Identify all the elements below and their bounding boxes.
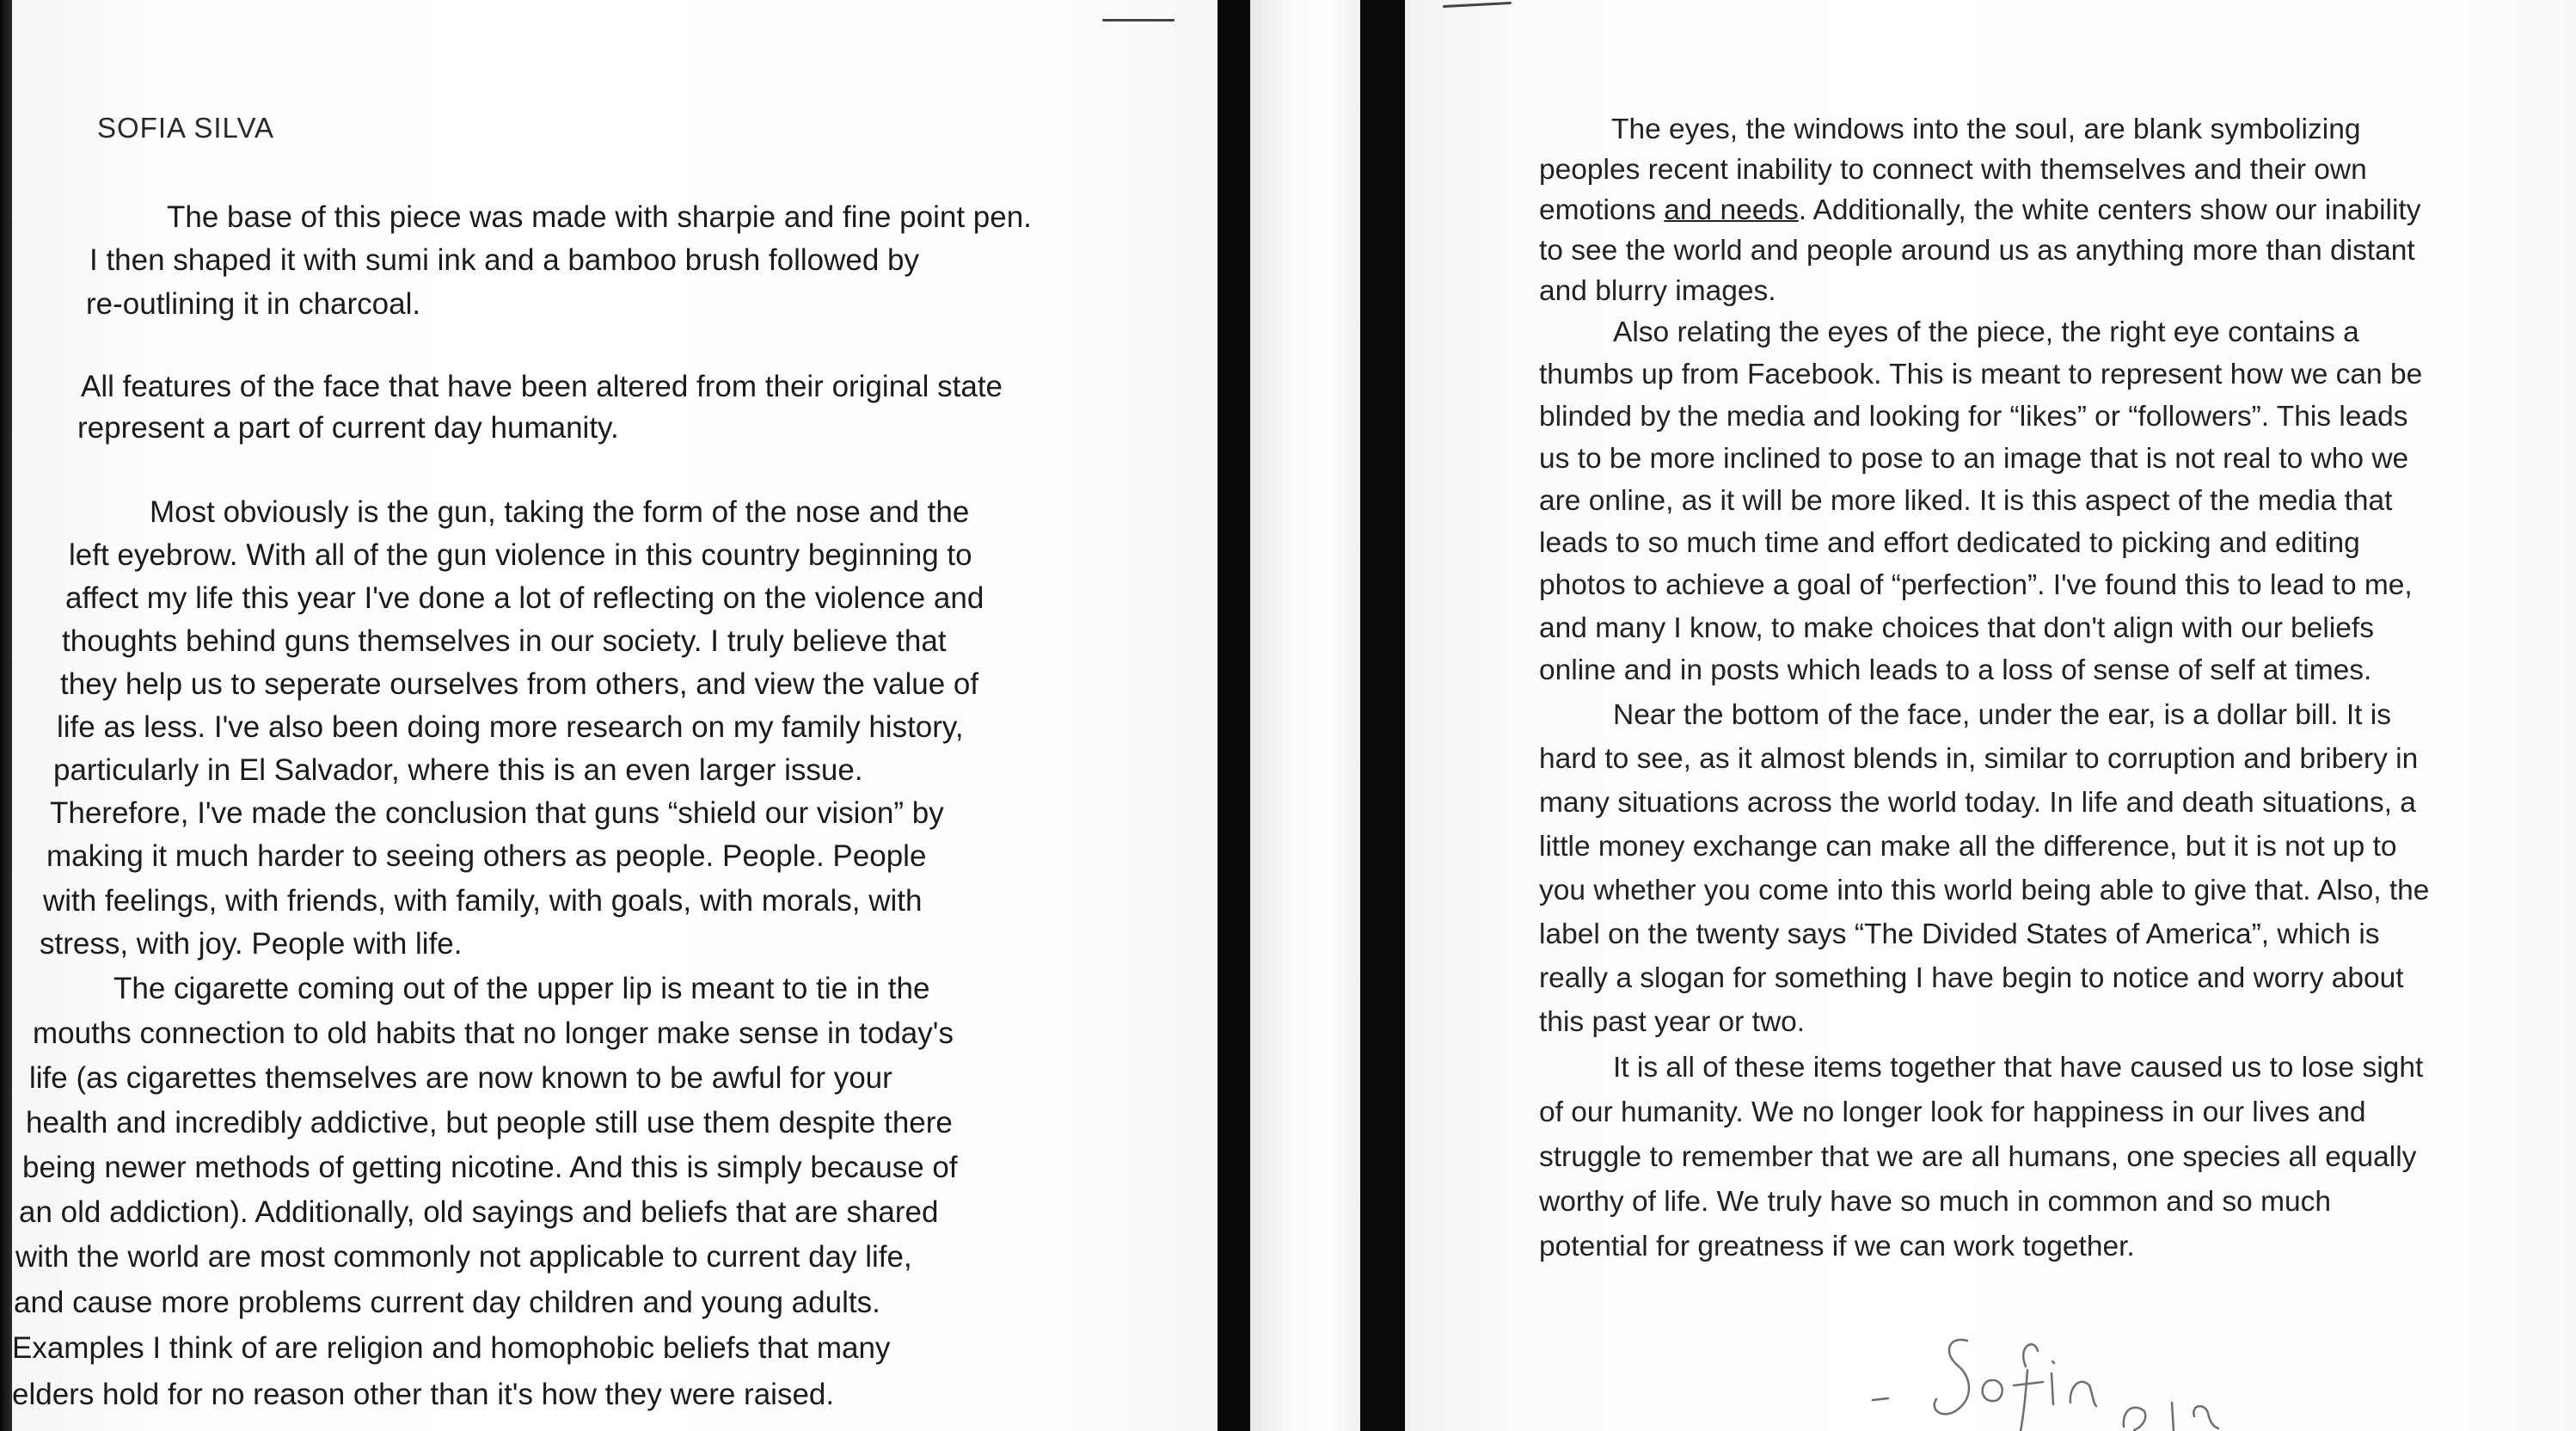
left-p4-line: The cigarette coming out of the upper lip is meant to tie in the	[113, 972, 930, 1005]
right-p1-line: and blurry images.	[1539, 275, 1776, 307]
right-p2-line: Also relating the eyes of the piece, the right eye contains a	[1613, 316, 2359, 348]
left-p4-line: Examples I think of are religion and homophobic beliefs that many	[12, 1331, 891, 1365]
right-p3-line: label on the twenty says “The Divided States of America”, which is	[1539, 918, 2380, 950]
right-p3-line: this past year or two.	[1539, 1006, 1806, 1038]
left-p3-line: Therefore, I've made the conclusion that guns “shield our vision” by	[50, 796, 944, 830]
left-p3-line: stress, with joy. People with life.	[40, 927, 463, 961]
right-p1-text: . Additionally, the white centers show our inability	[1798, 194, 2421, 226]
right-p2-line: leads to so much time and effort dedicated to picking and editing	[1539, 527, 2360, 559]
page-gap-light	[1250, 0, 1360, 1431]
handwritten-signature	[1866, 1320, 2313, 1431]
right-p1-line	[1539, 189, 2420, 232]
left-p3-line: they help us to seperate ourselves from others, and view the value of	[60, 667, 979, 701]
left-p3-line: making it much harder to seeing others as people. People. People	[46, 839, 927, 873]
right-p4-line: It is all of these items together that have caused us to lose sight	[1613, 1052, 2424, 1084]
right-p4-line: worthy of life. We truly have so much in common and so much	[1539, 1186, 2332, 1218]
right-p2-line: online and in posts which leads to a loss of sense of self at times.	[1539, 654, 2372, 686]
left-p3-line: affect my life this year I've done a lot of reflecting on the violence and	[65, 581, 984, 615]
left-p4-line: elders hold for no reason other than it's how they were raised.	[12, 1378, 835, 1411]
pencil-mark	[1102, 19, 1175, 21]
right-p2-line: and many I know, to make choices that don't align with our beliefs	[1539, 612, 2374, 644]
right-p1-line: The eyes, the windows into the soul, are blank symbolizing	[1611, 114, 2361, 145]
left-p1-line: re-outlining it in charcoal.	[86, 287, 421, 321]
right-p3-line: really a slogan for something I have begin to notice and worry about	[1539, 962, 2404, 994]
right-p1-line: to see the world and people around us as anything more than distant	[1539, 235, 2415, 267]
left-p4-line: mouths connection to old habits that no longer make sense in today's	[33, 1016, 954, 1050]
left-p3-line: life as less. I've also been doing more research on my family history,	[57, 710, 964, 744]
left-p2-line: All features of the face that have been altered from their original state	[81, 370, 1003, 403]
left-page	[12, 0, 1217, 1431]
left-p3-line: particularly in El Salvador, where this is an even larger issue.	[53, 753, 863, 787]
right-p4-line: struggle to remember that we are all humans, one species all equally	[1539, 1141, 2417, 1173]
left-p3-line: with feelings, with friends, with family, with goals, with morals, with	[43, 884, 923, 918]
left-p1-line: I then shaped it with sumi ink and a bamboo brush followed by	[89, 243, 920, 277]
left-p3-line: thoughts behind guns themselves in our society. I truly believe that	[62, 624, 947, 658]
left-p3-line: left eyebrow. With all of the gun violence in this country beginning to	[69, 538, 972, 572]
right-p3-line: little money exchange can make all the difference, but it is not up to	[1539, 831, 2397, 863]
right-p4-line: potential for greatness if we can work together.	[1539, 1231, 2135, 1262]
left-p4-line: life (as cigarettes themselves are now known to be awful for your	[29, 1061, 892, 1095]
right-p2-line: thumbs up from Facebook. This is meant to represent how we can be	[1539, 359, 2423, 390]
left-p4-line: being newer methods of getting nicotine. And this is simply because of	[22, 1151, 958, 1184]
right-p3-line: many situations across the world today. In life and death situations, a	[1539, 787, 2416, 819]
right-p3-line: you whether you come into this world being able to give that. Also, the	[1539, 875, 2430, 906]
pencil-mark	[1443, 2, 1512, 8]
right-p4-line: of our humanity. We no longer look for happiness in our lives and	[1539, 1096, 2366, 1128]
right-page	[1405, 0, 2576, 1431]
author-name: SOFIA SILVA	[97, 112, 275, 144]
right-p1-text: emotions	[1539, 194, 1665, 226]
right-p2-line: blinded by the media and looking for “likes” or “followers”. This leads	[1539, 401, 2408, 433]
left-p4-line: an old addiction). Additionally, old sayings and beliefs that are shared	[19, 1195, 939, 1229]
right-p2-line: us to be more inclined to pose to an image that is not real to who we	[1539, 443, 2409, 475]
right-p3-line: hard to see, as it almost blends in, similar to corruption and bribery in	[1539, 743, 2419, 775]
left-p1-line: The base of this piece was made with sharpie and fine point pen.	[167, 200, 1032, 234]
left-p2-line: represent a part of current day humanity.	[77, 411, 619, 445]
left-p4-line: with the world are most commonly not applicable to current day life,	[15, 1240, 912, 1274]
left-p4-line: health and incredibly addictive, but people still use them despite there	[26, 1106, 953, 1139]
page-gap-dark	[1217, 0, 1250, 1431]
left-p4-line: and cause more problems current day children and young adults.	[14, 1286, 880, 1319]
right-p2-line: are online, as it will be more liked. It is this aspect of the media that	[1539, 485, 2393, 517]
right-p1-line: peoples recent inability to connect with themselves and their own	[1539, 154, 2367, 186]
right-p2-line: photos to achieve a goal of “perfection”. I've found this to lead to me,	[1539, 569, 2413, 601]
underlined-text: and needs	[1664, 194, 1799, 226]
right-p3-line: Near the bottom of the face, under the ear, is a dollar bill. It is	[1613, 699, 2391, 731]
page-gap-dark	[1360, 0, 1405, 1431]
left-p3-line: Most obviously is the gun, taking the form of the nose and the	[150, 495, 970, 529]
